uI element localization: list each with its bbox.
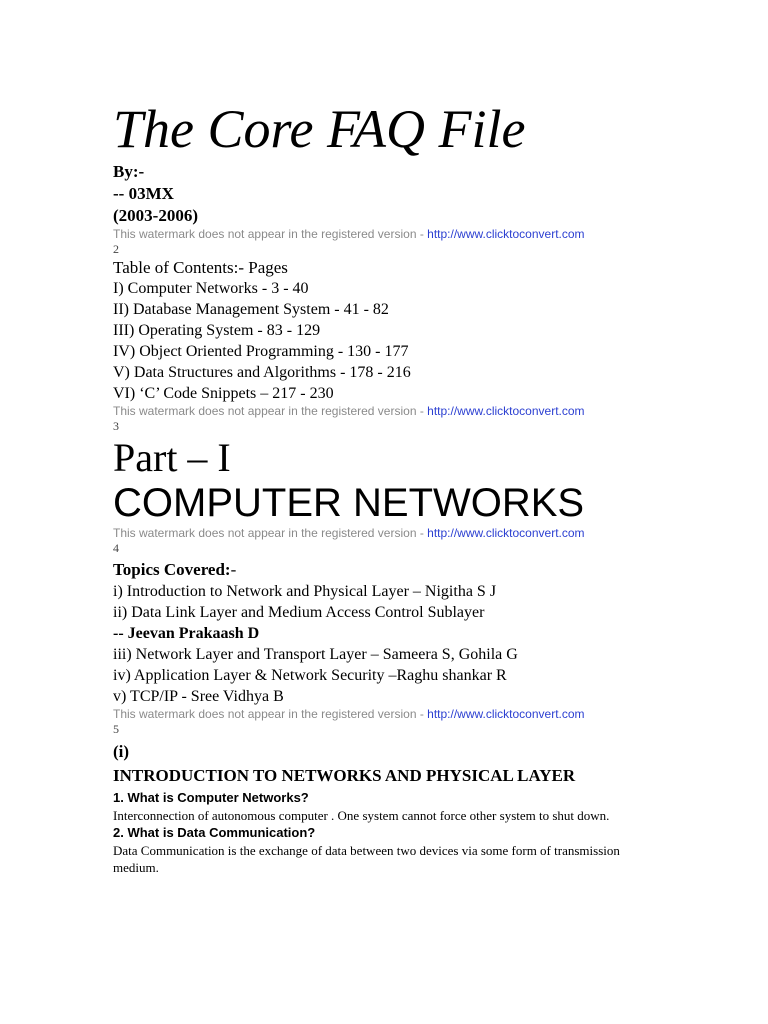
watermark-notice (113, 526, 768, 540)
topic-item: iv) Application Layer & Network Security –Raghu shankar R (113, 667, 507, 684)
topics-heading-text: Topics Covered: (113, 560, 231, 579)
faq-answer: Data Communication is the exchange of data between two devices via some form of transmission medium. (113, 843, 620, 875)
topic-item: iii) Network Layer and Transport Layer – Sameera S, Gohila G (113, 646, 518, 663)
watermark-text: This watermark does not appear in the registered version - (113, 404, 428, 418)
author-line: -- 03MX (113, 184, 174, 203)
toc-item: I) Computer Networks - 3 - 40 (113, 280, 309, 297)
faq-question: 2. What is Data Communication? (113, 825, 316, 840)
page-number: 3 (113, 419, 119, 433)
topics-heading-suffix: - (230, 560, 237, 579)
topic-item: i) Introduction to Network and Physical Layer – Nigitha S J (113, 583, 497, 600)
by-label: By:- (113, 162, 145, 181)
toc-heading: Table of Contents:- Pages (113, 258, 288, 277)
part-heading: Part – I (113, 435, 231, 480)
watermark-notice (113, 707, 768, 721)
chapter-title: INTRODUCTION TO NETWORKS AND PHYSICAL LAYER (113, 766, 576, 785)
watermark-link[interactable]: http://www.clicktoconvert.com (427, 227, 585, 241)
topic-item: ii) Data Link Layer and Medium Access Control Sublayer (113, 604, 485, 621)
chapter-number: (i) (113, 742, 130, 761)
page-number: 4 (113, 541, 119, 555)
topics-heading (113, 559, 768, 581)
watermark-notice (113, 227, 768, 241)
topic-item: v) TCP/IP - Sree Vidhya B (113, 688, 284, 705)
watermark-link[interactable]: http://www.clicktoconvert.com (427, 707, 585, 721)
toc-item: VI) ‘C’ Code Snippets – 217 - 230 (113, 385, 334, 402)
document-title: The Core FAQ File (113, 99, 526, 159)
watermark-text: This watermark does not appear in the registered version - (113, 707, 428, 721)
page-number: 2 (113, 242, 119, 256)
watermark-text: This watermark does not appear in the registered version - (113, 227, 428, 241)
toc-item: V) Data Structures and Algorithms - 178 - 216 (113, 364, 411, 381)
faq-question: 1. What is Computer Networks? (113, 790, 309, 805)
topic-item: -- Jeevan Prakaash D (113, 625, 260, 642)
toc-item: IV) Object Oriented Programming - 130 - 177 (113, 343, 409, 360)
watermark-link[interactable]: http://www.clicktoconvert.com (427, 526, 585, 540)
faq-answer: Interconnection of autonomous computer . One system cannot force other system to shut down. (113, 808, 610, 823)
watermark-link[interactable]: http://www.clicktoconvert.com (427, 404, 585, 418)
page-number: 5 (113, 722, 119, 736)
years-line: (2003-2006) (113, 206, 198, 225)
toc-item: II) Database Management System - 41 - 82 (113, 301, 389, 318)
watermark-notice (113, 404, 768, 418)
toc-item: III) Operating System - 83 - 129 (113, 322, 321, 339)
watermark-text: This watermark does not appear in the registered version - (113, 526, 428, 540)
part-title: COMPUTER NETWORKS (113, 481, 585, 525)
